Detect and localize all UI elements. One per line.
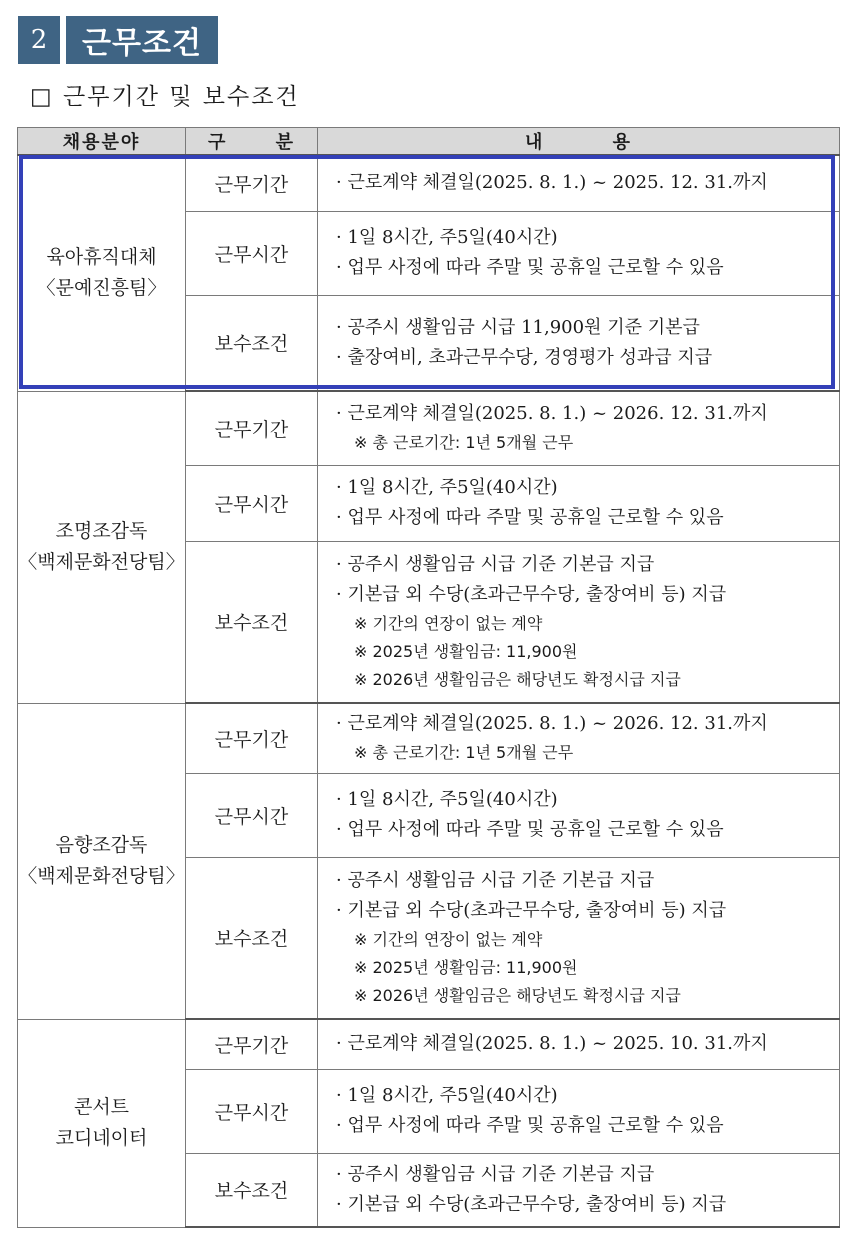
content-note: ※ 2026년 생활임금은 해당년도 확정시급 지급 [354, 669, 681, 689]
content-note: ※ 2025년 생활임금: 11,900원 [354, 957, 578, 977]
content-cell [318, 703, 840, 773]
content-line: · 근로계약 체결일(2025. 8. 1.) ~ 2025. 10. 31.까지 [336, 1033, 768, 1055]
content-note: ※ 기간의 연장이 없는 계약 [354, 929, 543, 949]
header-category: 구 분 [186, 128, 318, 156]
content-line: · 기본급 외 수당(초과근무수당, 출장여비 등) 지급 [336, 899, 727, 921]
content-cell [318, 465, 840, 541]
content-line: · 업무 사정에 따라 주말 및 공휴일 근로할 수 있음 [336, 257, 724, 278]
category-label: 근무기간 [186, 1019, 318, 1069]
content-line: · 근로계약 체결일(2025. 8. 1.) ~ 2026. 12. 31.까지 [336, 713, 768, 735]
category-label: 보수조건 [186, 857, 318, 1019]
content-line: · 근로계약 체결일(2025. 8. 1.) ~ 2025. 12. 31.까지 [336, 172, 768, 194]
content-line: · 1일 8시간, 주5일(40시간) [336, 789, 558, 810]
content-line: · 1일 8시간, 주5일(40시간) [336, 477, 558, 498]
table-row [18, 391, 840, 465]
table-body [18, 155, 840, 1227]
category-label: 근무기간 [186, 703, 318, 773]
field-cell [18, 391, 186, 703]
field-name-line: 〈백제문화전당팀〉 [18, 551, 185, 573]
category-label: 보수조건 [186, 541, 318, 703]
category-label: 근무시간 [186, 465, 318, 541]
content-line: · 기본급 외 수당(초과근무수당, 출장여비 등) 지급 [336, 583, 727, 605]
table-row [18, 1019, 840, 1069]
field-cell [18, 1019, 186, 1227]
content-line: · 1일 8시간, 주5일(40시간) [336, 1085, 558, 1106]
table-header-row [18, 128, 840, 156]
content-line: · 공주시 생활임금 시급 기준 기본급 지급 [336, 869, 655, 891]
field-name-line: 육아휴직대체 [46, 246, 157, 269]
section-header [18, 16, 218, 64]
field-name-line: 코디네이터 [55, 1127, 148, 1149]
content-cell [318, 155, 840, 211]
content-line: · 업무 사정에 따라 주말 및 공휴일 근로할 수 있음 [336, 507, 724, 528]
field-name-line: 콘서트 [73, 1096, 130, 1118]
table-row [18, 703, 840, 773]
content-line: · 1일 8시간, 주5일(40시간) [336, 227, 558, 248]
field-cell [18, 703, 186, 1019]
content-note: ※ 2026년 생활임금은 해당년도 확정시급 지급 [354, 985, 681, 1005]
content-line: · 업무 사정에 따라 주말 및 공휴일 근로할 수 있음 [336, 819, 724, 840]
content-note: ※ 2025년 생활임금: 11,900원 [354, 641, 578, 661]
content-note: ※ 총 근로기간: 1년 5개월 근무 [354, 743, 574, 763]
field-name-line: 조명조감독 [55, 520, 148, 542]
category-label: 근무시간 [186, 1069, 318, 1153]
category-label: 보수조건 [186, 295, 318, 391]
field-name-line: 음향조감독 [55, 834, 148, 856]
content-cell [318, 1019, 840, 1069]
category-label: 근무시간 [186, 211, 318, 295]
content-cell [318, 773, 840, 857]
content-note: ※ 기간의 연장이 없는 계약 [354, 613, 543, 633]
content-cell [318, 391, 840, 465]
content-line: · 공주시 생활임금 시급 기준 기본급 지급 [336, 553, 655, 575]
content-line: · 출장여비, 초과근무수당, 경영평가 성과급 지급 [336, 346, 713, 368]
content-line: · 공주시 생활임금 시급 기준 기본급 지급 [336, 1163, 655, 1185]
content-cell [318, 211, 840, 295]
category-label: 근무기간 [186, 391, 318, 465]
content-line: · 업무 사정에 따라 주말 및 공휴일 근로할 수 있음 [336, 1115, 724, 1136]
content-cell [318, 857, 840, 1019]
content-cell [318, 541, 840, 703]
content-line: · 공주시 생활임금 시급 11,900원 기준 기본급 [336, 316, 700, 338]
conditions-table [17, 127, 840, 1228]
subheading: □ 근무기간 및 보수조건 [30, 84, 300, 110]
header-field: 채용분야 [18, 128, 186, 156]
content-note: ※ 총 근로기간: 1년 5개월 근무 [354, 433, 574, 453]
content-line: · 근로계약 체결일(2025. 8. 1.) ~ 2026. 12. 31.까지 [336, 403, 768, 425]
field-name-line: 〈문예진흥팀〉 [36, 277, 167, 300]
content-cell [318, 1153, 840, 1227]
section-title: 근무조건 [66, 16, 218, 64]
section-number: 2 [18, 16, 60, 64]
content-line: · 기본급 외 수당(초과근무수당, 출장여비 등) 지급 [336, 1193, 727, 1215]
field-name-line: 〈백제문화전당팀〉 [18, 865, 185, 887]
category-label: 보수조건 [186, 1153, 318, 1227]
category-label: 근무시간 [186, 773, 318, 857]
content-cell [318, 1069, 840, 1153]
table-row [18, 155, 840, 211]
field-cell [18, 155, 186, 391]
category-label: 근무기간 [186, 155, 318, 211]
content-cell [318, 295, 840, 391]
header-content: 내 용 [318, 128, 840, 156]
